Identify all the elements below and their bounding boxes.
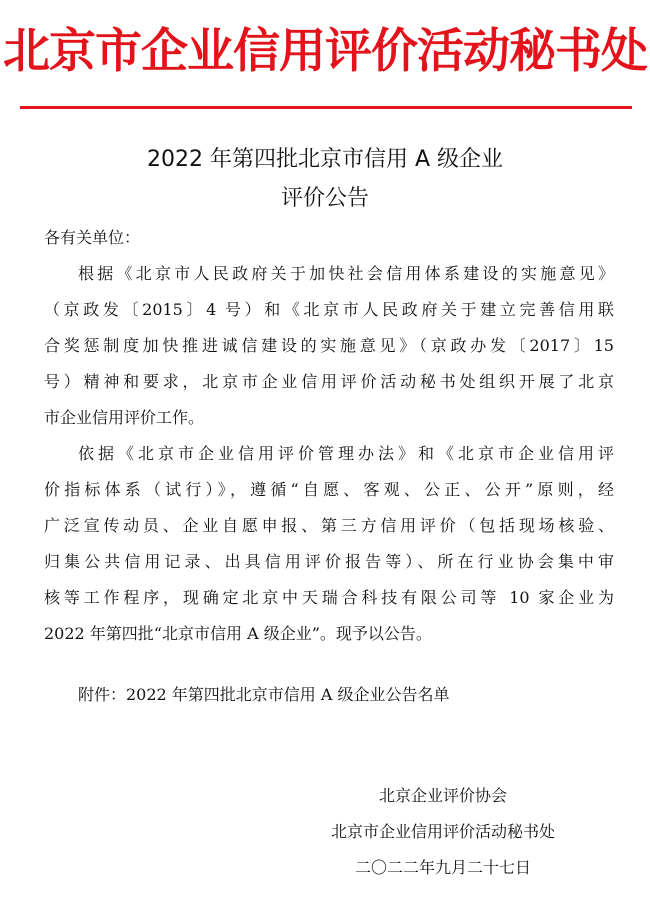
document-title-line-1: 2022 年第四批北京市信用 A 级企业	[146, 147, 504, 172]
red-divider-line	[20, 106, 632, 109]
signature-date: 二〇二二年九月二十七日	[354, 858, 531, 877]
paragraph-2-line-3: 广泛宣传动员、企业自愿申报、第三方信用评价（包括现场核验、	[44, 516, 614, 535]
paragraph-2-line-4: 归集公共信用记录、出具信用评价报告等）、所在行业协会集中审	[44, 552, 614, 571]
document-title-line-2: 评价公告	[280, 186, 369, 211]
paragraph-1-line-5: 市企业信用评价工作。	[44, 408, 205, 427]
paragraph-2-line-5: 核等工作程序，现确定北京中天瑞合科技有限公司等 10 家企业为	[44, 588, 614, 607]
attachment-note: 附件：2022 年第四批北京市信用 A 级企业公告名单	[78, 685, 450, 704]
signature-org-1: 北京企业评价协会	[378, 786, 507, 805]
paragraph-2-line-6: 2022 年第四批“北京市信用 A 级企业”。现予以公告。	[44, 624, 432, 643]
paragraph-2-line-2: 价指标体系（试行）》，遵循“自愿、客观、公正、公开”原则，经	[44, 480, 614, 499]
signature-org-2: 北京市企业信用评价活动秘书处	[330, 822, 555, 841]
paragraph-1-line-4: 号）精神和要求，北京市企业信用评价活动秘书处组织开展了北京	[44, 372, 614, 391]
salutation: 各有关单位：	[44, 228, 141, 247]
paragraph-1-line-2: （京政发〔2015〕4 号）和《北京市人民政府关于建立完善信用联	[44, 300, 614, 319]
paragraph-1-line-1: 根据《北京市人民政府关于加快社会信用体系建设的实施意见》	[78, 264, 614, 283]
masthead-org-name: 北京市企业信用评价活动秘书处	[3, 24, 647, 79]
paragraph-1-line-3: 合奖惩制度加快推进诚信建设的实施意见》（京政办发〔2017〕15	[44, 336, 614, 355]
paragraph-2-line-1: 依据《北京市企业信用评价管理办法》和《北京市企业信用评	[78, 444, 614, 463]
